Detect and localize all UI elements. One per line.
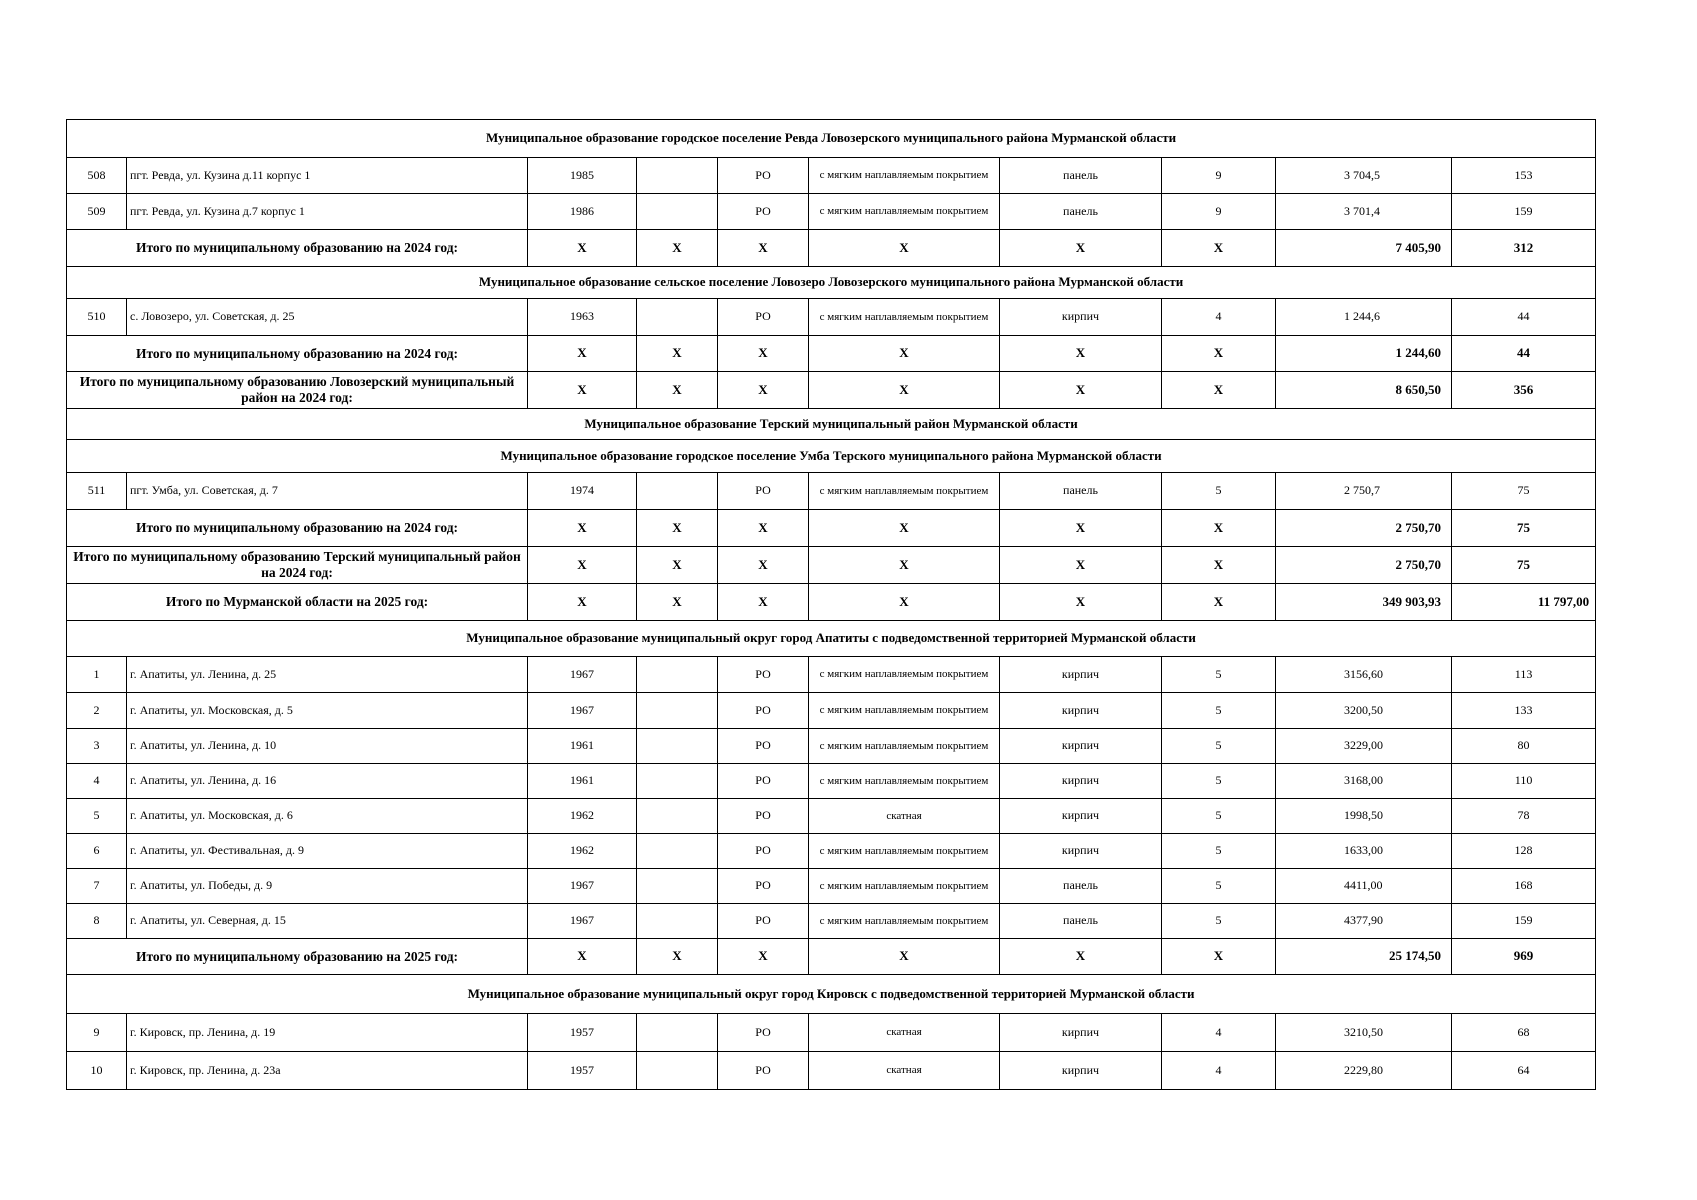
- total-row: [67, 547, 1596, 584]
- roof-type: с мягким наплавляемым покрытием: [809, 904, 1000, 939]
- blank-cell: [637, 693, 718, 729]
- table-row: [67, 693, 1596, 729]
- x-mark: Х: [637, 230, 718, 267]
- year-built: 1963: [528, 299, 637, 336]
- ro-code: РО: [718, 729, 809, 764]
- address: пгт. Ревда, ул. Кузина д.7 корпус 1: [127, 194, 528, 230]
- roof-type: с мягким наплавляемым покрытием: [809, 729, 1000, 764]
- table-row: [67, 904, 1596, 939]
- address: г. Апатиты, ул. Победы, д. 9: [127, 869, 528, 904]
- roof-type: с мягким наплавляемым покрытием: [809, 869, 1000, 904]
- total-residents: 356: [1452, 372, 1596, 409]
- x-mark: Х: [1000, 510, 1162, 547]
- x-mark: Х: [1000, 230, 1162, 267]
- section-header-row: [67, 409, 1596, 440]
- address: с. Ловозеро, ул. Советская, д. 25: [127, 299, 528, 336]
- wall-material: кирпич: [1000, 764, 1162, 799]
- x-mark: Х: [1162, 372, 1276, 409]
- blank-cell: [637, 799, 718, 834]
- x-mark: Х: [809, 510, 1000, 547]
- row-number: 6: [67, 834, 127, 869]
- section-title: Муниципальное образование городское поселение Умба Терского муниципального района Мурманской области: [67, 440, 1596, 473]
- blank-cell: [637, 764, 718, 799]
- x-mark: Х: [1162, 336, 1276, 372]
- area: 1 244,6: [1276, 299, 1452, 336]
- total-area: 2 750,70: [1276, 547, 1452, 584]
- wall-material: кирпич: [1000, 729, 1162, 764]
- total-label: Итого по муниципальному образованию на 2024 год:: [67, 336, 528, 372]
- wall-material: панель: [1000, 473, 1162, 510]
- address: г. Кировск, пр. Ленина, д. 23а: [127, 1052, 528, 1090]
- address: г. Кировск, пр. Ленина, д. 19: [127, 1014, 528, 1052]
- x-mark: Х: [1162, 939, 1276, 975]
- row-number: 1: [67, 657, 127, 693]
- address: г. Апатиты, ул. Ленина, д. 25: [127, 657, 528, 693]
- total-row: [67, 939, 1596, 975]
- x-mark: Х: [809, 230, 1000, 267]
- floors: 4: [1162, 299, 1276, 336]
- x-mark: Х: [809, 547, 1000, 584]
- x-mark: Х: [528, 372, 637, 409]
- x-mark: Х: [718, 939, 809, 975]
- blank-cell: [637, 834, 718, 869]
- x-mark: Х: [1000, 372, 1162, 409]
- residents: 64: [1452, 1052, 1596, 1090]
- ro-code: РО: [718, 834, 809, 869]
- section-header-row: [67, 621, 1596, 657]
- year-built: 1962: [528, 834, 637, 869]
- x-mark: Х: [1162, 230, 1276, 267]
- x-mark: Х: [718, 230, 809, 267]
- row-number: 511: [67, 473, 127, 510]
- floors: 5: [1162, 693, 1276, 729]
- row-number: 3: [67, 729, 127, 764]
- section-header-row: [67, 267, 1596, 299]
- area: 3 701,4: [1276, 194, 1452, 230]
- total-label: Итого по муниципальному образованию на 2024 год:: [67, 230, 528, 267]
- row-number: 10: [67, 1052, 127, 1090]
- ro-code: РО: [718, 1014, 809, 1052]
- x-mark: Х: [528, 547, 637, 584]
- blank-cell: [637, 194, 718, 230]
- floors: 5: [1162, 729, 1276, 764]
- section-title: Муниципальное образование сельское поселение Ловозеро Ловозерского муниципального района Мурманской области: [67, 267, 1596, 299]
- floors: 5: [1162, 904, 1276, 939]
- year-built: 1961: [528, 764, 637, 799]
- address: пгт. Ревда, ул. Кузина д.11 корпус 1: [127, 158, 528, 194]
- table-row: [67, 194, 1596, 230]
- residents: 113: [1452, 657, 1596, 693]
- section-title: Муниципальное образование городское поселение Ревда Ловозерского муниципального района Мурманской области: [67, 120, 1596, 158]
- x-mark: Х: [1162, 547, 1276, 584]
- area: 3168,00: [1276, 764, 1452, 799]
- table-row: [67, 158, 1596, 194]
- year-built: 1957: [528, 1014, 637, 1052]
- x-mark: Х: [528, 939, 637, 975]
- ro-code: РО: [718, 473, 809, 510]
- row-number: 8: [67, 904, 127, 939]
- x-mark: Х: [528, 230, 637, 267]
- x-mark: Х: [1162, 510, 1276, 547]
- total-residents: 11 797,00: [1452, 584, 1596, 621]
- area: 1633,00: [1276, 834, 1452, 869]
- year-built: 1967: [528, 869, 637, 904]
- x-mark: Х: [809, 939, 1000, 975]
- year-built: 1985: [528, 158, 637, 194]
- x-mark: Х: [718, 336, 809, 372]
- area: 3200,50: [1276, 693, 1452, 729]
- area: 2229,80: [1276, 1052, 1452, 1090]
- table-row: [67, 657, 1596, 693]
- residents: 153: [1452, 158, 1596, 194]
- year-built: 1974: [528, 473, 637, 510]
- wall-material: кирпич: [1000, 299, 1162, 336]
- roof-type: с мягким наплавляемым покрытием: [809, 299, 1000, 336]
- total-area: 349 903,93: [1276, 584, 1452, 621]
- floors: 5: [1162, 657, 1276, 693]
- floors: 4: [1162, 1014, 1276, 1052]
- floors: 5: [1162, 473, 1276, 510]
- roof-type: с мягким наплавляемым покрытием: [809, 158, 1000, 194]
- wall-material: панель: [1000, 158, 1162, 194]
- blank-cell: [637, 1052, 718, 1090]
- ro-code: РО: [718, 869, 809, 904]
- x-mark: Х: [1000, 584, 1162, 621]
- total-label: Итого по муниципальному образованию Ловозерский муниципальный район на 2024 год:: [67, 372, 528, 409]
- ro-code: РО: [718, 1052, 809, 1090]
- floors: 5: [1162, 869, 1276, 904]
- x-mark: Х: [637, 510, 718, 547]
- x-mark: Х: [718, 510, 809, 547]
- wall-material: панель: [1000, 904, 1162, 939]
- roof-type: с мягким наплавляемым покрытием: [809, 194, 1000, 230]
- table-row: [67, 1052, 1596, 1090]
- section-header-row: [67, 120, 1596, 158]
- row-number: 509: [67, 194, 127, 230]
- table-row: [67, 473, 1596, 510]
- floors: 5: [1162, 834, 1276, 869]
- ro-code: РО: [718, 158, 809, 194]
- section-title: Муниципальное образование Терский муниципальный район Мурманской области: [67, 409, 1596, 440]
- residents: 80: [1452, 729, 1596, 764]
- ro-code: РО: [718, 299, 809, 336]
- wall-material: кирпич: [1000, 834, 1162, 869]
- x-mark: Х: [637, 547, 718, 584]
- housing-register-table: [66, 119, 1596, 1090]
- area: 4377,90: [1276, 904, 1452, 939]
- ro-code: РО: [718, 194, 809, 230]
- floors: 9: [1162, 158, 1276, 194]
- x-mark: Х: [637, 372, 718, 409]
- total-row: [67, 510, 1596, 547]
- address: г. Апатиты, ул. Северная, д. 15: [127, 904, 528, 939]
- ro-code: РО: [718, 657, 809, 693]
- total-label: Итого по муниципальному образованию на 2025 год:: [67, 939, 528, 975]
- x-mark: Х: [809, 336, 1000, 372]
- table-row: [67, 834, 1596, 869]
- row-number: 5: [67, 799, 127, 834]
- year-built: 1967: [528, 904, 637, 939]
- wall-material: панель: [1000, 869, 1162, 904]
- section-header-row: [67, 975, 1596, 1014]
- total-area: 8 650,50: [1276, 372, 1452, 409]
- x-mark: Х: [528, 510, 637, 547]
- blank-cell: [637, 904, 718, 939]
- total-label: Итого по муниципальному образованию Терский муниципальный район на 2024 год:: [67, 547, 528, 584]
- ro-code: РО: [718, 799, 809, 834]
- ro-code: РО: [718, 764, 809, 799]
- roof-type: скатная: [809, 1014, 1000, 1052]
- residents: 159: [1452, 194, 1596, 230]
- address: г. Апатиты, ул. Ленина, д. 10: [127, 729, 528, 764]
- total-row: [67, 336, 1596, 372]
- roof-type: с мягким наплавляемым покрытием: [809, 657, 1000, 693]
- area: 3 704,5: [1276, 158, 1452, 194]
- roof-type: с мягким наплавляемым покрытием: [809, 764, 1000, 799]
- residents: 159: [1452, 904, 1596, 939]
- ro-code: РО: [718, 693, 809, 729]
- address: пгт. Умба, ул. Советская, д. 7: [127, 473, 528, 510]
- roof-type: скатная: [809, 1052, 1000, 1090]
- residents: 78: [1452, 799, 1596, 834]
- blank-cell: [637, 473, 718, 510]
- total-area: 25 174,50: [1276, 939, 1452, 975]
- ro-code: РО: [718, 904, 809, 939]
- row-number: 508: [67, 158, 127, 194]
- address: г. Апатиты, ул. Ленина, д. 16: [127, 764, 528, 799]
- total-row: [67, 372, 1596, 409]
- x-mark: Х: [809, 372, 1000, 409]
- total-area: 1 244,60: [1276, 336, 1452, 372]
- total-area: 7 405,90: [1276, 230, 1452, 267]
- table-row: [67, 299, 1596, 336]
- residents: 110: [1452, 764, 1596, 799]
- table-row: [67, 764, 1596, 799]
- total-residents: 969: [1452, 939, 1596, 975]
- area: 4411,00: [1276, 869, 1452, 904]
- blank-cell: [637, 299, 718, 336]
- x-mark: Х: [1000, 336, 1162, 372]
- year-built: 1986: [528, 194, 637, 230]
- residents: 128: [1452, 834, 1596, 869]
- x-mark: Х: [1000, 547, 1162, 584]
- x-mark: Х: [809, 584, 1000, 621]
- table-body: [67, 120, 1596, 1090]
- roof-type: с мягким наплавляемым покрытием: [809, 834, 1000, 869]
- address: г. Апатиты, ул. Московская, д. 6: [127, 799, 528, 834]
- blank-cell: [637, 657, 718, 693]
- blank-cell: [637, 869, 718, 904]
- wall-material: кирпич: [1000, 657, 1162, 693]
- total-label: Итого по Мурманской области на 2025 год:: [67, 584, 528, 621]
- year-built: 1957: [528, 1052, 637, 1090]
- residents: 75: [1452, 473, 1596, 510]
- row-number: 510: [67, 299, 127, 336]
- table-row: [67, 799, 1596, 834]
- x-mark: Х: [637, 584, 718, 621]
- blank-cell: [637, 158, 718, 194]
- wall-material: кирпич: [1000, 1014, 1162, 1052]
- roof-type: с мягким наплавляемым покрытием: [809, 473, 1000, 510]
- table-row: [67, 1014, 1596, 1052]
- floors: 9: [1162, 194, 1276, 230]
- x-mark: Х: [718, 372, 809, 409]
- year-built: 1967: [528, 657, 637, 693]
- section-header-row: [67, 440, 1596, 473]
- blank-cell: [637, 1014, 718, 1052]
- section-title: Муниципальное образование муниципальный округ город Кировск с подведомственной территорией Мурманской области: [67, 975, 1596, 1014]
- residents: 133: [1452, 693, 1596, 729]
- x-mark: Х: [1000, 939, 1162, 975]
- total-residents: 312: [1452, 230, 1596, 267]
- total-residents: 75: [1452, 510, 1596, 547]
- wall-material: кирпич: [1000, 1052, 1162, 1090]
- area: 1998,50: [1276, 799, 1452, 834]
- table-row: [67, 729, 1596, 764]
- x-mark: Х: [1162, 584, 1276, 621]
- residents: 168: [1452, 869, 1596, 904]
- floors: 5: [1162, 799, 1276, 834]
- roof-type: скатная: [809, 799, 1000, 834]
- address: г. Апатиты, ул. Московская, д. 5: [127, 693, 528, 729]
- table-row: [67, 869, 1596, 904]
- row-number: 2: [67, 693, 127, 729]
- section-title: Муниципальное образование муниципальный округ город Апатиты с подведомственной территорией Мурманской области: [67, 621, 1596, 657]
- total-row: [67, 230, 1596, 267]
- x-mark: Х: [718, 584, 809, 621]
- x-mark: Х: [637, 939, 718, 975]
- total-residents: 75: [1452, 547, 1596, 584]
- area: 3210,50: [1276, 1014, 1452, 1052]
- wall-material: кирпич: [1000, 693, 1162, 729]
- row-number: 9: [67, 1014, 127, 1052]
- wall-material: кирпич: [1000, 799, 1162, 834]
- total-residents: 44: [1452, 336, 1596, 372]
- row-number: 7: [67, 869, 127, 904]
- year-built: 1962: [528, 799, 637, 834]
- x-mark: Х: [718, 547, 809, 584]
- area: 3229,00: [1276, 729, 1452, 764]
- x-mark: Х: [528, 336, 637, 372]
- blank-cell: [637, 729, 718, 764]
- address: г. Апатиты, ул. Фестивальная, д. 9: [127, 834, 528, 869]
- total-area: 2 750,70: [1276, 510, 1452, 547]
- residents: 44: [1452, 299, 1596, 336]
- row-number: 4: [67, 764, 127, 799]
- year-built: 1961: [528, 729, 637, 764]
- residents: 68: [1452, 1014, 1596, 1052]
- area: 3156,60: [1276, 657, 1452, 693]
- year-built: 1967: [528, 693, 637, 729]
- floors: 5: [1162, 764, 1276, 799]
- total-row: [67, 584, 1596, 621]
- wall-material: панель: [1000, 194, 1162, 230]
- x-mark: Х: [528, 584, 637, 621]
- floors: 4: [1162, 1052, 1276, 1090]
- area: 2 750,7: [1276, 473, 1452, 510]
- x-mark: Х: [637, 336, 718, 372]
- total-label: Итого по муниципальному образованию на 2024 год:: [67, 510, 528, 547]
- roof-type: с мягким наплавляемым покрытием: [809, 693, 1000, 729]
